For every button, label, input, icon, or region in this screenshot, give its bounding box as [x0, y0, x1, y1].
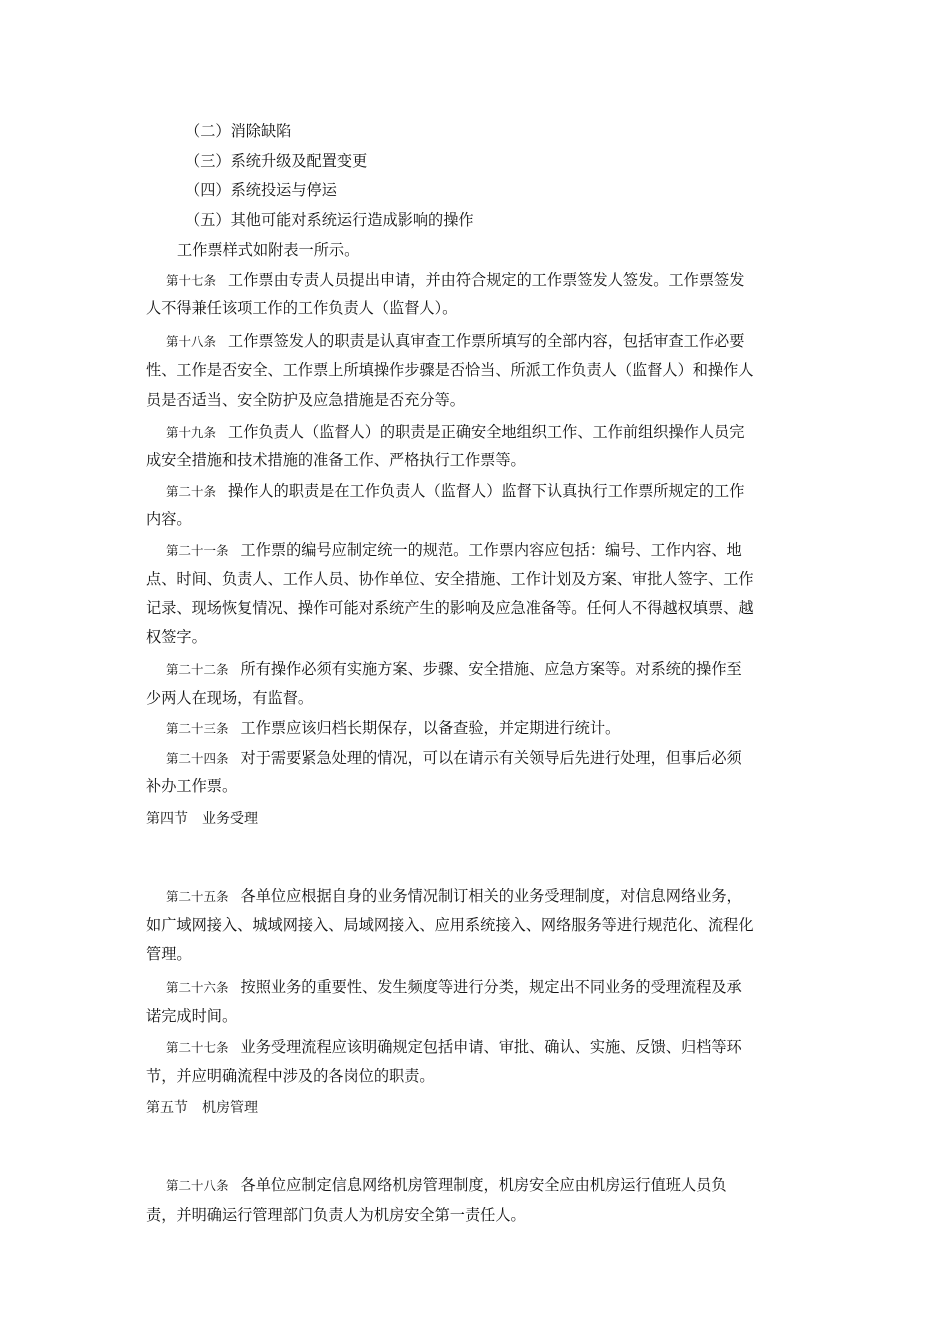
- article-17-line-2: 人不得兼任该项工作的工作负责人（监督人）。: [146, 299, 458, 317]
- article-21-label: 第二十一条: [166, 543, 229, 558]
- article-23-label: 第二十三条: [166, 721, 229, 736]
- article-28-label: 第二十八条: [166, 1178, 229, 1193]
- article-28-text: 各单位应制定信息网络机房管理制度，机房安全应由机房运行值班人员负: [240, 1176, 727, 1194]
- article-25-label: 第二十五条: [166, 889, 229, 904]
- article-28-line-2: 责，并明确运行管理部门负责人为机房安全第一责任人。: [146, 1206, 526, 1224]
- article-22-line-2: 少两人在现场，有监督。: [146, 689, 314, 707]
- article-20-line-2: 内容。: [146, 510, 192, 528]
- article-23-text: 工作票应该归档长期保存，以备查验，并定期进行统计。: [240, 719, 621, 737]
- article-25-text: 各单位应根据自身的业务情况制订相关的业务受理制度，对信息网络业务，: [240, 887, 742, 905]
- article-27-label: 第二十七条: [166, 1040, 229, 1055]
- article-25-line-2: 如广域网接入、城域网接入、局域网接入、应用系统接入、网络服务等进行规范化、流程化: [146, 916, 754, 934]
- article-24-text: 对于需要紧急处理的情况，可以在请示有关领导后先进行处理，但事后必须: [240, 749, 742, 767]
- article-18-text: 工作票签发人的职责是认真审查工作票所填写的全部内容，包括审查工作必要: [228, 332, 745, 350]
- article-24-line-1: [166, 748, 742, 769]
- article-19-label: 第十九条: [166, 425, 217, 440]
- list-item: （四）系统投运与停运: [185, 181, 337, 199]
- article-22-text: 所有操作必须有实施方案、步骤、安全措施、应急方案等。对系统的操作至: [240, 660, 742, 678]
- article-18-line-2: 性、工作是否安全、工作票上所填操作步骤是否恰当、所派工作负责人（监督人）和操作人: [146, 361, 754, 379]
- article-18-label: 第十八条: [166, 334, 217, 349]
- article-26-line-2: 诺完成时间。: [146, 1007, 238, 1025]
- article-26-label: 第二十六条: [166, 980, 229, 995]
- article-25-line-3: 管理。: [146, 945, 192, 963]
- section-4-title: 第四节 业务受理: [146, 811, 258, 827]
- article-28-line-1: [166, 1175, 727, 1196]
- article-26-text: 按照业务的重要性、发生频度等进行分类，规定出不同业务的受理流程及承: [240, 978, 742, 996]
- article-21-line-1: [166, 540, 742, 561]
- article-21-line-4: 权签字。: [146, 628, 207, 646]
- article-21-line-3: 记录、现场恢复情况、操作可能对系统产生的影响及应急准备等。任何人不得越权填票、越: [146, 599, 754, 617]
- sample-note: 工作票样式如附表一所示。: [177, 241, 360, 259]
- section-5-title: 第五节 机房管理: [146, 1100, 258, 1116]
- article-19-line-1: [166, 422, 744, 443]
- article-18-line-1: [166, 331, 744, 352]
- article-22-line-1: [166, 659, 742, 680]
- article-19-text: 工作负责人（监督人）的职责是正确安全地组织工作、工作前组织操作人员完: [228, 423, 745, 441]
- article-26-line-1: [166, 977, 742, 998]
- article-20-label: 第二十条: [166, 484, 217, 499]
- list-item: （三）系统升级及配置变更: [185, 152, 368, 170]
- article-27-line-1: [166, 1037, 742, 1058]
- article-17-line-1: [166, 270, 744, 291]
- article-24-label: 第二十四条: [166, 751, 229, 766]
- article-17-label: 第十七条: [166, 273, 217, 288]
- article-21-line-2: 点、时间、负责人、工作人员、协作单位、安全措施、工作计划及方案、审批人签字、工作: [146, 570, 754, 588]
- article-18-line-3: 员是否适当、安全防护及应急措施是否充分等。: [146, 391, 465, 409]
- article-20-text: 操作人的职责是在工作负责人（监督人）监督下认真执行工作票所规定的工作: [228, 482, 745, 500]
- article-21-text: 工作票的编号应制定统一的规范。工作票内容应包括：编号、工作内容、地: [240, 541, 742, 559]
- article-22-label: 第二十二条: [166, 662, 229, 677]
- article-27-line-2: 节，并应明确流程中涉及的各岗位的职责。: [146, 1067, 435, 1085]
- article-20-line-1: [166, 481, 744, 502]
- list-item: （五）其他可能对系统运行造成影响的操作: [185, 211, 474, 229]
- article-25-line-1: [166, 886, 742, 907]
- article-24-line-2: 补办工作票。: [146, 777, 238, 795]
- article-17-text: 工作票由专责人员提出申请，并由符合规定的工作票签发人签发。工作票签发: [228, 271, 745, 289]
- article-19-line-2: 成安全措施和技术措施的准备工作、严格执行工作票等。: [146, 451, 526, 469]
- article-27-text: 业务受理流程应该明确规定包括申请、审批、确认、实施、反馈、归档等环: [240, 1038, 742, 1056]
- list-item: （二）消除缺陷: [185, 122, 292, 140]
- article-23-line-1: [166, 718, 620, 739]
